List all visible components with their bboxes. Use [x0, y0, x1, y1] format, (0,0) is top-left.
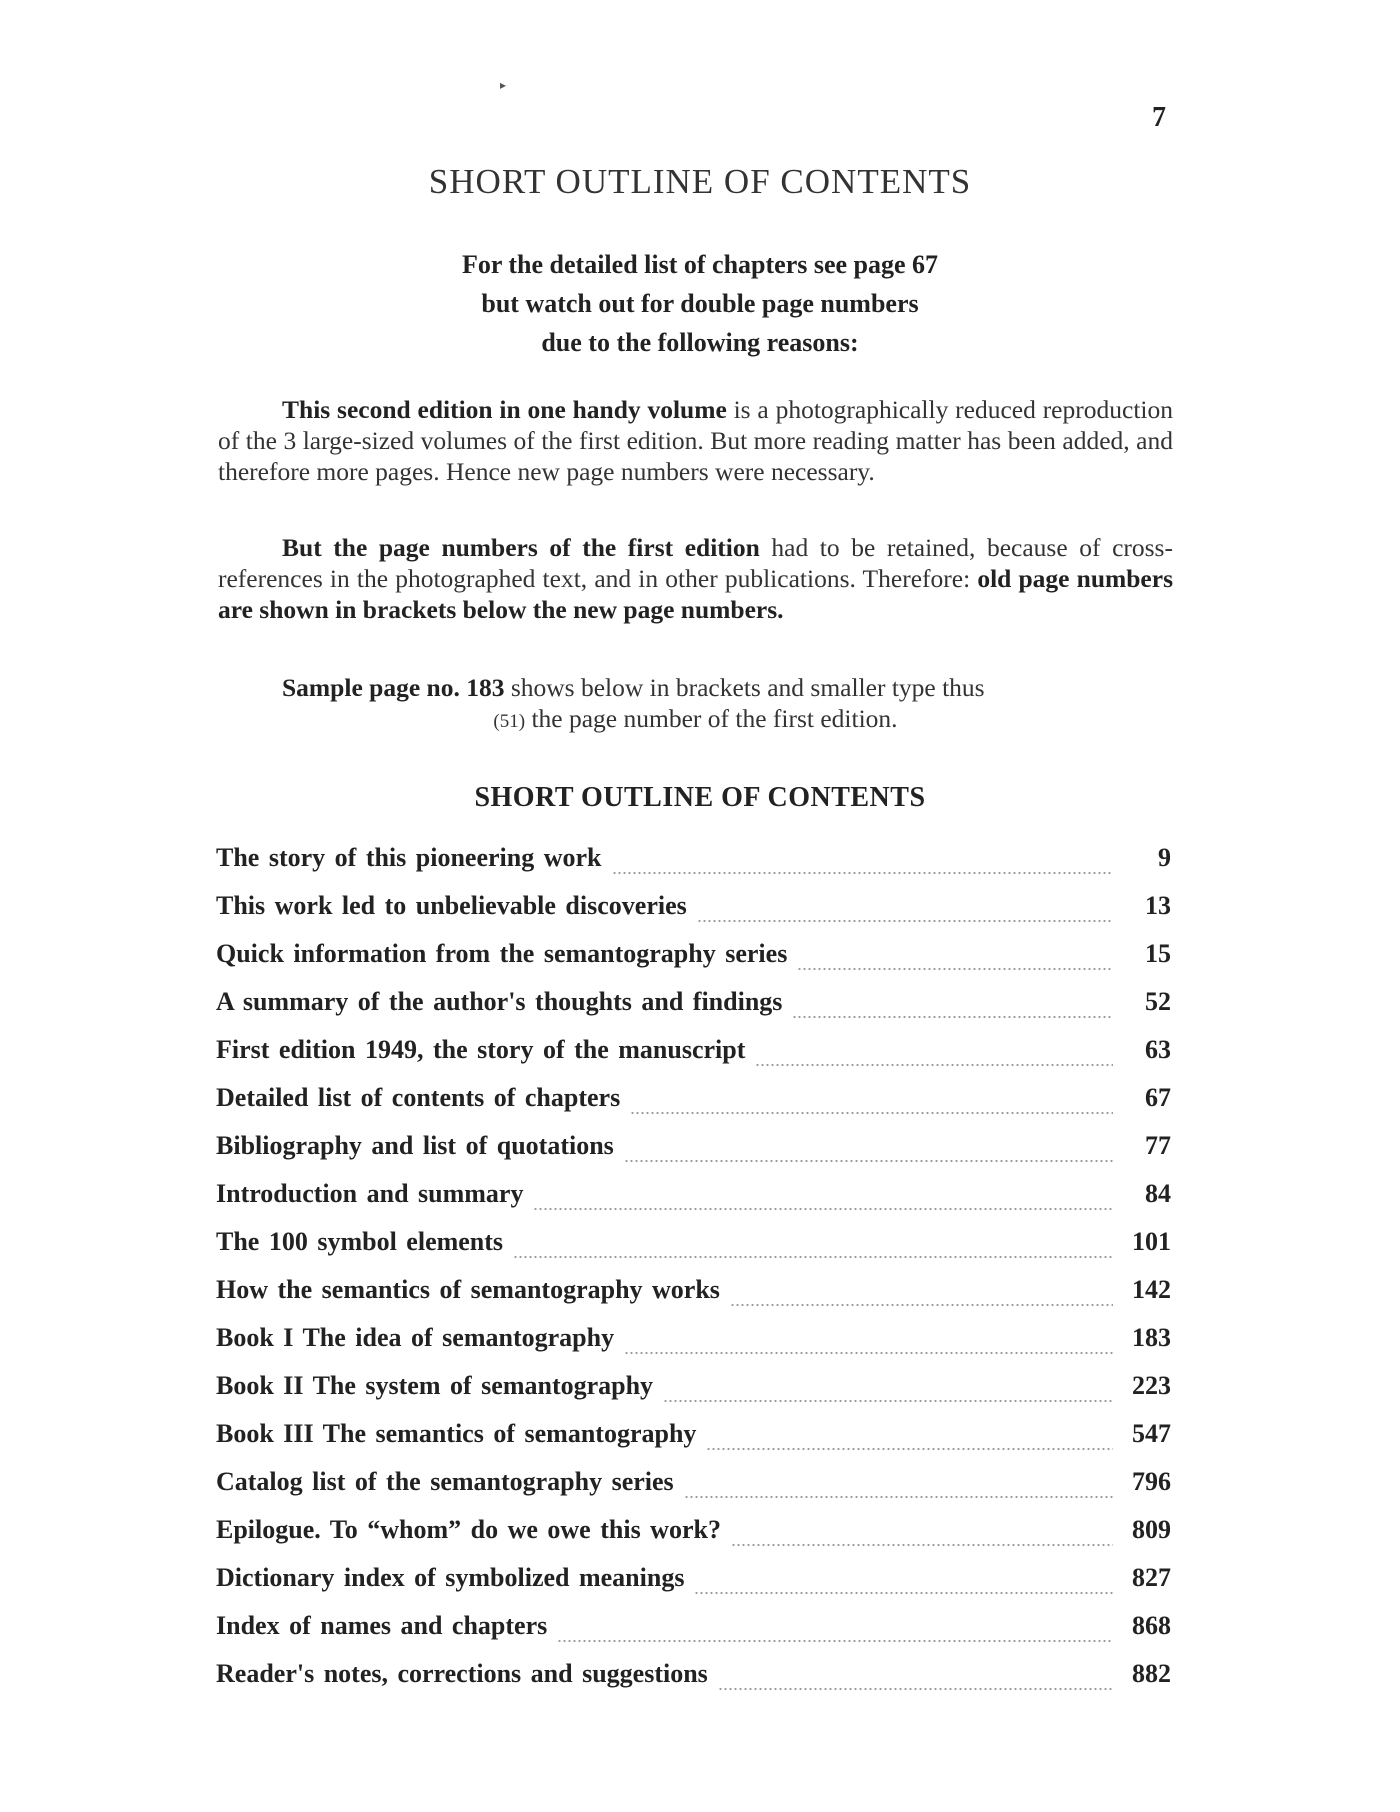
toc-entry — [216, 1227, 1171, 1275]
toc-dot-leader — [533, 1206, 1113, 1212]
toc-dot-leader — [718, 1686, 1113, 1692]
toc-dot-leader — [612, 870, 1114, 876]
toc-entry-page: 142 — [1132, 1275, 1171, 1304]
toc-entry — [216, 1515, 1171, 1563]
paragraph-second-edition — [218, 394, 1173, 487]
toc-entry-page: 796 — [1132, 1467, 1171, 1496]
toc-entry-title: Introduction and summary — [216, 1179, 524, 1208]
toc-entry — [216, 1179, 1171, 1227]
toc-dot-leader — [730, 1302, 1113, 1308]
toc-entry-title: A summary of the author's thoughts and findings — [216, 987, 783, 1016]
toc-entry — [216, 1467, 1171, 1515]
note-line-3: due to the following reasons: — [541, 328, 859, 357]
toc-entry-page: 52 — [1145, 987, 1171, 1016]
toc-entry-title: Index of names and chapters — [216, 1611, 548, 1640]
toc-entry-page: 9 — [1158, 843, 1171, 872]
para1-text: is a photographically reduced reproduction of the 3 large-sized volumes of the first edition. But more reading matter has been added, and therefore more pages. Hence new page numbers were necessary. — [218, 395, 1173, 486]
toc-entry-page: 63 — [1145, 1035, 1171, 1064]
toc-entry-title: Book II The system of semantography — [216, 1371, 654, 1400]
toc-entry — [216, 843, 1171, 891]
toc-dot-leader — [697, 918, 1113, 924]
toc-entry-title: Detailed list of contents of chapters — [216, 1083, 621, 1112]
toc-entry — [216, 939, 1171, 987]
toc-dot-leader — [630, 1110, 1113, 1116]
toc-entry-title: First edition 1949, the story of the manuscript — [216, 1035, 746, 1064]
toc-entry-title: This work led to unbelievable discoveries — [216, 891, 687, 920]
para2-bold: But the page numbers of the first edition — [282, 533, 760, 562]
toc-entry — [216, 987, 1171, 1035]
toc-entry — [216, 1563, 1171, 1611]
toc-entry — [216, 891, 1171, 939]
toc-entry-page: 15 — [1145, 939, 1171, 968]
toc-list — [216, 843, 1171, 1707]
toc-dot-leader — [731, 1542, 1113, 1548]
toc-entry-page: 84 — [1145, 1179, 1171, 1208]
toc-entry-title: Epilogue. To “whom” do we owe this work? — [216, 1515, 721, 1544]
note-block — [0, 245, 1400, 362]
toc-entry — [216, 1275, 1171, 1323]
page-number: 7 — [1152, 102, 1166, 133]
toc-dot-leader — [663, 1398, 1113, 1404]
toc-dot-leader — [513, 1254, 1113, 1260]
para3-bold: Sample page no. 183 — [282, 673, 505, 702]
toc-dot-leader — [797, 966, 1113, 972]
toc-dot-leader — [624, 1158, 1113, 1164]
toc-entry-title: Bibliography and list of quotations — [216, 1131, 614, 1160]
toc-entry — [216, 1611, 1171, 1659]
toc-entry — [216, 1323, 1171, 1371]
para3-text2: the page number of the first edition. — [525, 704, 898, 733]
toc-entry-page: 101 — [1132, 1227, 1171, 1256]
toc-entry — [216, 1131, 1171, 1179]
toc-dot-leader — [557, 1638, 1113, 1644]
toc-entry — [216, 1659, 1171, 1707]
toc-dot-leader — [624, 1350, 1113, 1356]
page-title: SHORT OUTLINE OF CONTENTS — [428, 162, 972, 201]
paragraph-page-numbers — [218, 532, 1173, 625]
toc-entry-title: Book III The semantics of semantography — [216, 1419, 697, 1448]
note-line-2: but watch out for double page numbers — [481, 289, 919, 318]
para2-text: had to be retained, because of cross-references in the photographed text, and in other publications. Therefore: — [218, 533, 1173, 593]
toc-entry-title: Quick information from the semantography series — [216, 939, 788, 968]
toc-entry-page: 183 — [1132, 1323, 1171, 1352]
toc-entry-page: 13 — [1145, 891, 1171, 920]
toc-entry-page: 882 — [1132, 1659, 1171, 1688]
toc-entry-title: The 100 symbol elements — [216, 1227, 504, 1256]
bracket-example: (51) — [493, 711, 526, 732]
toc-entry-page: 827 — [1132, 1563, 1171, 1592]
toc-entry-title: The story of this pioneering work — [216, 843, 602, 872]
toc-entry-page: 77 — [1145, 1131, 1171, 1160]
toc-entry-title: How the semantics of semantography works — [216, 1275, 720, 1304]
toc-entry — [216, 1371, 1171, 1419]
toc-entry — [216, 1083, 1171, 1131]
toc-dot-leader — [706, 1446, 1113, 1452]
paragraph-sample-page — [218, 672, 1173, 737]
toc-entry-title: Reader's notes, corrections and suggestions — [216, 1659, 708, 1688]
toc-entry-title: Catalog list of the semantography series — [216, 1467, 674, 1496]
note-line-1: For the detailed list of chapters see page 67 — [461, 250, 939, 279]
toc-entry-page: 223 — [1132, 1371, 1171, 1400]
toc-entry-title: Book I The idea of semantography — [216, 1323, 615, 1352]
toc-entry-page: 547 — [1132, 1419, 1171, 1448]
toc-entry-title: Dictionary index of symbolized meanings — [216, 1563, 685, 1592]
para2-bold2: old page numbers are shown in brackets below the new page numbers. — [218, 564, 1173, 624]
toc-dot-leader — [694, 1590, 1113, 1596]
toc-dot-leader — [684, 1494, 1113, 1500]
toc-entry-page: 809 — [1132, 1515, 1171, 1544]
toc-entry-page: 868 — [1132, 1611, 1171, 1640]
toc-dot-leader — [792, 1014, 1113, 1020]
toc-entry — [216, 1035, 1171, 1083]
toc-dot-leader — [755, 1062, 1113, 1068]
para3-line2 — [218, 703, 1173, 737]
para1-bold: This second edition in one handy volume — [282, 395, 727, 424]
toc-heading: SHORT OUTLINE OF CONTENTS — [474, 782, 926, 813]
para3-text: shows below in brackets and smaller type thus — [504, 673, 985, 702]
toc-entry-page: 67 — [1145, 1083, 1171, 1112]
toc-entry — [216, 1419, 1171, 1467]
scan-speck: ▸ — [500, 78, 507, 92]
